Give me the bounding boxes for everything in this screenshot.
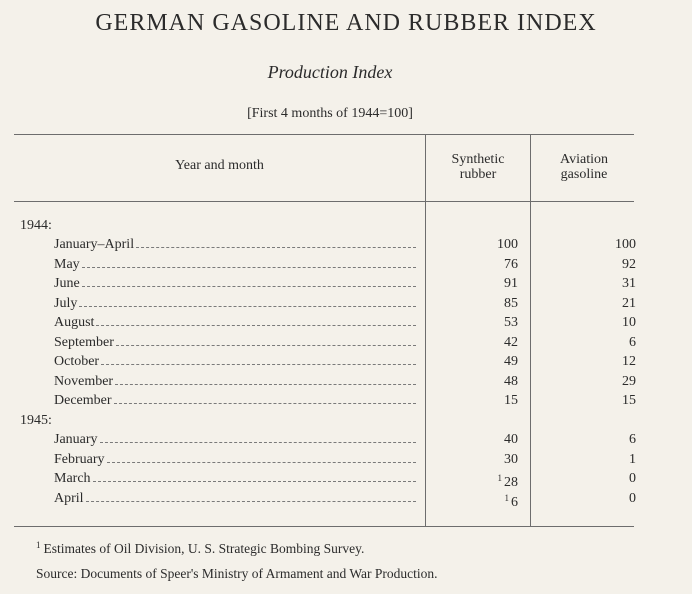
table-row <box>0 274 692 293</box>
synthetic-rubber-value <box>440 255 518 274</box>
table-row <box>0 333 692 352</box>
month-cell <box>54 333 416 352</box>
estimate-footnote-marker: 1 <box>504 492 509 503</box>
synthetic-rubber-value <box>440 333 518 352</box>
month-label: January <box>54 432 98 447</box>
month-cell <box>54 313 416 332</box>
synthetic-rubber-value <box>440 430 518 449</box>
dot-leader <box>114 391 416 404</box>
table-row <box>0 313 692 332</box>
aviation-gasoline-value: 29 <box>622 373 636 389</box>
synthetic-rubber-value <box>440 391 518 410</box>
month-label: May <box>54 256 80 272</box>
synthetic-rubber-value <box>440 294 518 313</box>
month-label: June <box>54 276 80 291</box>
dot-leader <box>101 352 416 365</box>
month-label: February <box>54 451 105 467</box>
synthetic-rubber-number: 15 <box>504 393 518 408</box>
header-bottom-rule <box>14 201 634 202</box>
synthetic-rubber-number: 30 <box>504 451 518 467</box>
table-row <box>0 294 692 313</box>
synthetic-rubber-number: 48 <box>504 373 518 389</box>
aviation-gasoline-value: 31 <box>622 276 636 291</box>
synthetic-rubber-value <box>440 372 518 391</box>
month-label: November <box>54 373 114 389</box>
page-title: GERMAN GASOLINE AND RUBBER INDEX <box>95 10 597 36</box>
table-row <box>0 235 692 254</box>
dot-leader <box>79 294 416 307</box>
dot-leader <box>93 469 416 482</box>
synthetic-rubber-value <box>440 450 518 469</box>
table-row <box>0 489 692 508</box>
synthetic-rubber-number: 40 <box>504 432 518 447</box>
table-row <box>0 372 692 391</box>
footnote-text: Estimates of Oil Division, U. S. Strategic Bombing Survey. <box>43 541 365 556</box>
dot-leader <box>100 430 416 443</box>
synthetic-rubber-value <box>440 274 518 293</box>
year-label-1944: 1944: <box>20 218 52 233</box>
table-subtitle: Production Index <box>267 62 393 82</box>
aviation-gasoline-value: 6 <box>629 432 636 447</box>
aviation-gasoline-value: 0 <box>629 471 636 486</box>
month-label: December <box>54 393 112 408</box>
aviation-gasoline-value: 100 <box>615 237 636 252</box>
month-label: August <box>54 315 95 330</box>
month-cell <box>54 235 416 254</box>
index-basis-note: [First 4 months of 1944=100] <box>247 106 413 121</box>
aviation-gasoline-value: 21 <box>622 295 636 311</box>
month-label: July <box>54 295 78 311</box>
footnote-marker: 1 <box>36 540 41 550</box>
month-cell <box>54 255 416 274</box>
month-cell <box>54 450 416 469</box>
source-note: Source: Documents of Speer's Ministry of Armament and War Production. <box>36 566 438 581</box>
table-row <box>0 469 692 488</box>
month-label: April <box>54 490 84 506</box>
month-label: October <box>54 354 100 369</box>
aviation-gasoline-value: 15 <box>622 393 636 408</box>
table-row <box>0 391 692 410</box>
dot-leader <box>116 333 416 346</box>
synthetic-rubber-number: 76 <box>504 256 518 272</box>
month-cell <box>54 274 416 293</box>
dot-leader <box>107 450 416 463</box>
synthetic-rubber-value <box>440 489 518 512</box>
aviation-gasoline-value: 10 <box>622 315 636 330</box>
month-cell <box>54 489 416 508</box>
month-cell <box>54 430 416 449</box>
aviation-gasoline-value: 0 <box>629 490 636 506</box>
dot-leader <box>136 235 416 248</box>
month-label: January–April <box>54 237 135 252</box>
synthetic-rubber-number: 6 <box>511 494 518 510</box>
aviation-gasoline-value: 92 <box>622 256 636 272</box>
dot-leader <box>86 489 416 502</box>
table-top-rule <box>14 134 634 135</box>
synthetic-rubber-number: 53 <box>504 315 518 330</box>
month-cell <box>54 294 416 313</box>
month-cell <box>54 469 416 488</box>
month-cell <box>54 352 416 371</box>
synthetic-rubber-number: 49 <box>504 354 518 369</box>
aviation-gasoline-value: 1 <box>629 451 636 467</box>
month-label: September <box>54 334 114 350</box>
dot-leader <box>115 372 416 385</box>
footnote <box>36 540 364 557</box>
synthetic-rubber-value <box>440 235 518 254</box>
synthetic-rubber-number: 91 <box>504 276 518 291</box>
header-synthetic-rubber: Synthetic rubber <box>451 152 505 182</box>
table-bottom-rule <box>14 526 634 527</box>
dot-leader <box>82 274 416 287</box>
year-label-1945: 1945: <box>20 413 52 428</box>
table-row <box>0 430 692 449</box>
synthetic-rubber-number: 28 <box>504 475 518 490</box>
month-label: March <box>54 471 91 486</box>
table-row <box>0 352 692 371</box>
aviation-gasoline-value: 12 <box>622 354 636 369</box>
synthetic-rubber-number: 85 <box>504 295 518 311</box>
synthetic-rubber-value <box>440 352 518 371</box>
header-year-month: Year and month <box>175 158 264 173</box>
table-row <box>0 255 692 274</box>
month-cell <box>54 391 416 410</box>
aviation-gasoline-value: 6 <box>629 334 636 350</box>
dot-leader <box>82 255 416 268</box>
month-cell <box>54 372 416 391</box>
table-row <box>0 450 692 469</box>
synthetic-rubber-number: 100 <box>497 237 518 252</box>
header-aviation-gasoline: Aviation gasoline <box>560 152 608 182</box>
estimate-footnote-marker: 1 <box>497 473 502 483</box>
dot-leader <box>96 313 416 326</box>
synthetic-rubber-value <box>440 313 518 332</box>
synthetic-rubber-number: 42 <box>504 334 518 350</box>
